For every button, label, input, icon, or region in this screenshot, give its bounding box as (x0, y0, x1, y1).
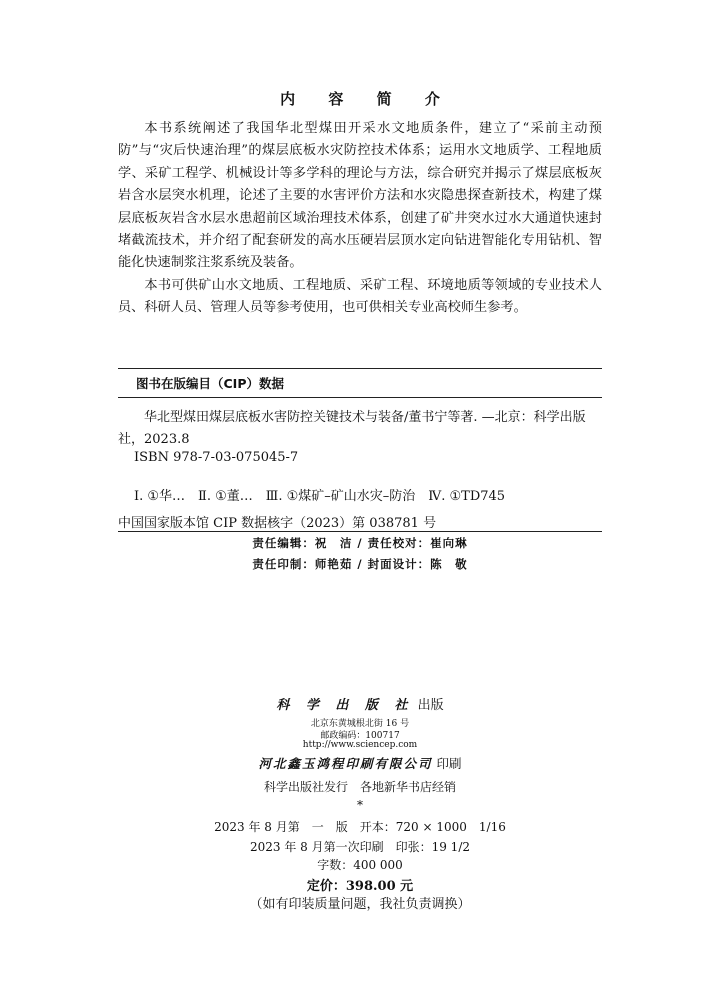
summary-body (118, 118, 602, 320)
word-count-line: 字数：400 000 (317, 858, 403, 872)
price-line: 定价：398.00 元 (306, 879, 414, 894)
edition-line: 2023 年 8 月第 一 版 开本：720 × 1000 1/16 (214, 820, 506, 834)
cip-isbn: ISBN 978-7-03-075045-7 (134, 450, 299, 465)
separator-asterisk: * (357, 798, 363, 812)
cip-divider (118, 397, 602, 398)
cip-heading: 图书在版编目（CIP）数据 (136, 376, 284, 391)
printing-line: 2023 年 8 月第一次印刷 印张：19 1/2 (249, 840, 470, 854)
distribution-line: 科学出版社发行 各地新华书店经销 (263, 780, 456, 794)
cip-block (118, 368, 602, 532)
publisher-address: 北京东黄城根北街 16 号 (310, 719, 410, 729)
publisher-line (0, 694, 720, 713)
quality-notice: （如有印装质量问题，我社负责调换） (249, 897, 471, 912)
credits-production: 责任印制：师艳茹 / 封面设计：陈 敬 (252, 557, 468, 571)
printer-line (0, 754, 720, 772)
publisher-suffix: 出版 (417, 698, 444, 713)
publisher-name: 科 学 出 版 社 (276, 698, 414, 713)
credits-editors: 责任编辑：祝 洁 / 责任校对：崔向琳 (252, 536, 468, 550)
printer-name: 河北鑫玉鸿程印刷有限公司 (258, 756, 433, 771)
cip-classification: Ⅰ. ①华… Ⅱ. ①董… Ⅲ. ①煤矿–矿山水灾–防治 Ⅳ. ①TD745 (134, 489, 506, 504)
cip-entry: 华北型煤田煤层底板水害防控关键技术与装备/董书宁等著. —北京：科学出版社，2023.8 (118, 410, 586, 447)
summary-title: 内 容 简 介 (280, 90, 454, 108)
summary-paragraph-1: 本书系统阐述了我国华北型煤田开采水文地质条件，建立了“采前主动预防”与“灾后快速治理”的煤层底板水灾防控技术体系；运用水文地质学、工程地质学、采矿工程学、机械设计等多学科的理论与方法，综合研究并揭示了煤层底板灰岩含水层突水机理，论述了主要的水害评价方法和水灾隐患探查新技术，构建了煤层底板灰岩含水层水患超前区域治理技术体系，创建了矿井突水过水大通道快速封堵截流技术，并介绍了配套研发的高水压硬岩层顶水定向钻进智能化专用钻机、智能化快速制浆注浆系统及装备。 (118, 121, 602, 271)
cip-verification: 中国国家版本馆 CIP 数据核字（2023）第 038781 号 (118, 516, 437, 531)
printer-suffix: 印刷 (436, 756, 462, 771)
summary-paragraph-2: 本书可供矿山水文地质、工程地质、采矿工程、环境地质等领域的专业技术人员、科研人员、管理人员等参考使用，也可供相关专业高校师生参考。 (118, 277, 602, 316)
publisher-postcode: 邮政编码：100717 (320, 731, 400, 741)
publisher-website: http://www.sciencep.com (302, 740, 418, 750)
